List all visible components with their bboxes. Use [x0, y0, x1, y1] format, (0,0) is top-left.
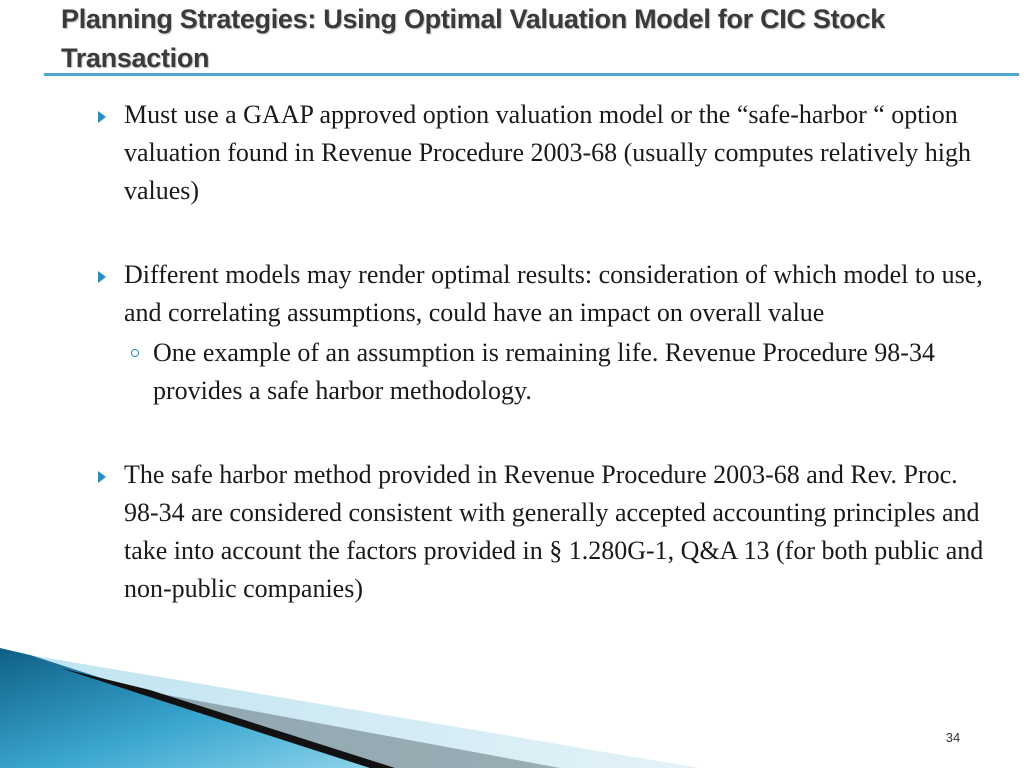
page-number: 34	[945, 730, 961, 745]
sub-bullet-item	[98, 334, 993, 410]
bullet-item	[98, 96, 993, 210]
triangle-bullet-icon	[98, 111, 106, 123]
circle-bullet-icon	[131, 349, 139, 357]
sub-bullet-text: One example of an assumption is remaining life. Revenue Procedure 98-34 provides a safe harbor methodology.	[153, 338, 935, 405]
triangle-bullet-icon	[98, 271, 106, 283]
title-divider	[44, 73, 1019, 76]
bullet-text: Must use a GAAP approved option valuation model or the “safe-harbor “ option valuation found in Revenue Procedure 2003-68 (usually computes relatively high values)	[124, 100, 971, 205]
slide-body	[98, 96, 993, 608]
bullet-item	[98, 456, 993, 608]
triangle-bullet-icon	[98, 471, 106, 483]
bullet-text: The safe harbor method provided in Revenue Procedure 2003-68 and Rev. Proc. 98-34 are considered consistent with generally accepted accounting principles and take into account the factors provided in § 1.280G-1, Q&A 13 (for both public and non-public companies)	[124, 460, 984, 603]
bullet-text: Different models may render optimal results: consideration of which model to use, and correlating assumptions, could have an impact on overall value	[124, 260, 983, 327]
slide-title: Planning Strategies: Using Optimal Valuation Model for CIC Stock Transaction	[61, 4, 885, 73]
bullet-item	[98, 256, 993, 410]
